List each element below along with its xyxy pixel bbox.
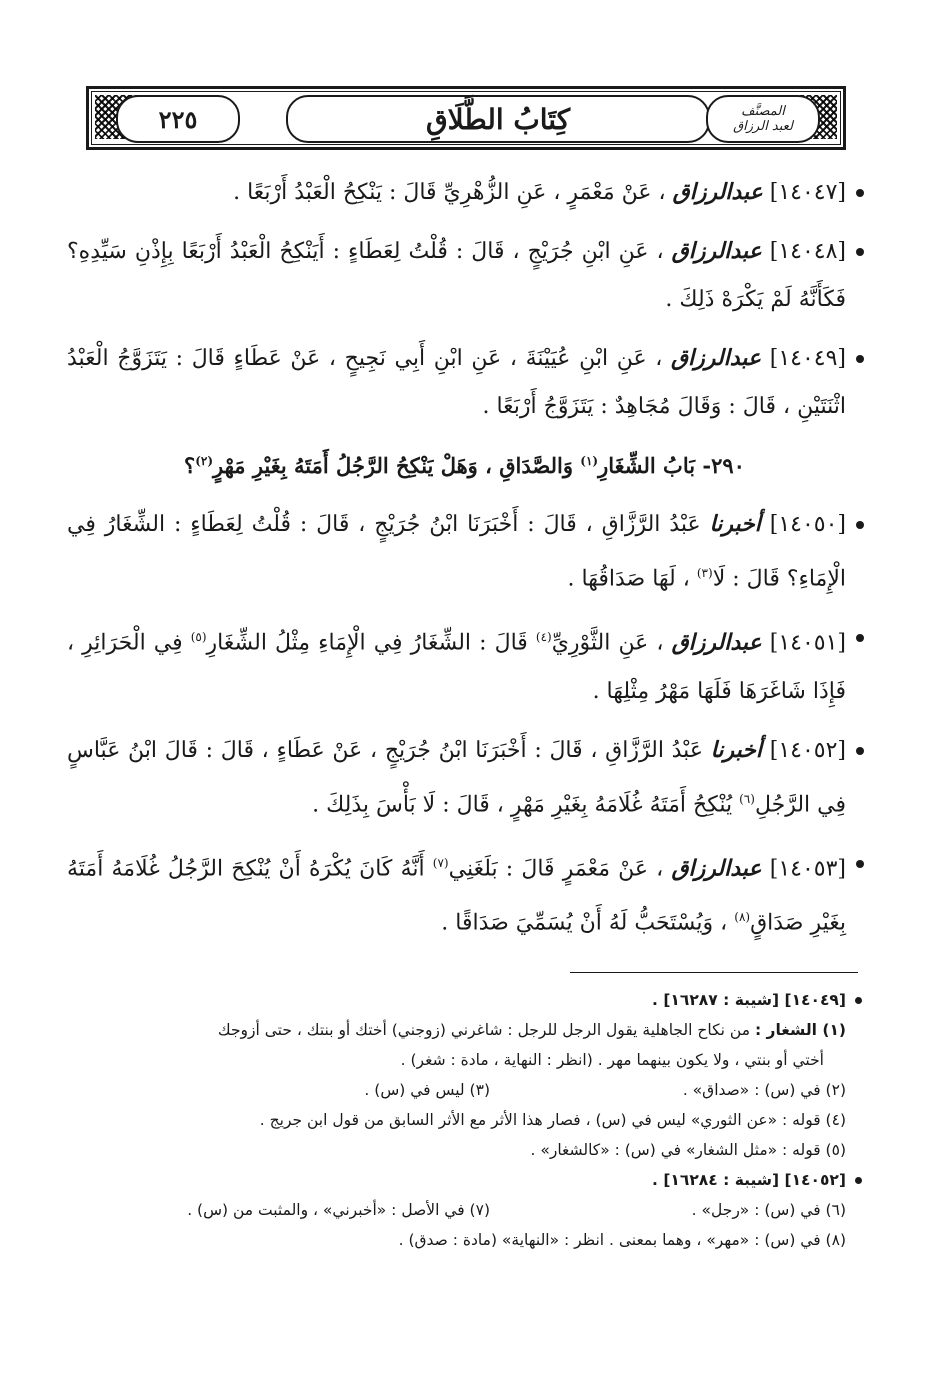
footnote-2: (٢) في (س) : «صداق» . bbox=[682, 1081, 846, 1099]
footnote-4: (٤) قوله : «عن الثوري» ليس في (س) ، فصار هذا الأثر مع الأثر السابق من قول ابن جريج . bbox=[259, 1111, 846, 1129]
narrator: أخبرنا bbox=[710, 736, 762, 763]
bullet-icon bbox=[856, 189, 864, 197]
hadith-number: [١٤٠٥٢] bbox=[769, 737, 846, 763]
hadith-text: ، عَنِ ابْنِ عُيَيْنَةَ ، عَنِ ابْنِ أَبِي نَجِيحٍ ، عَنْ عَطَاءٍ قَالَ : يَتَزَوَّجُ الْعَبْدُ اثْنَتَيْنِ ، قَالَ : وَقَالَ مُجَاهِدٌ : يَتَزَوَّجُ أَرْبَعًا . bbox=[67, 346, 846, 419]
footnote-1 bbox=[72, 1015, 862, 1045]
footnote-reference bbox=[72, 1165, 862, 1195]
footnote-ref: (٦) bbox=[739, 791, 755, 806]
bullet-icon bbox=[856, 521, 864, 529]
main-text bbox=[67, 168, 862, 958]
footnote-ref: (٣) bbox=[696, 566, 713, 580]
page-number: ٢٢٥ bbox=[116, 95, 240, 143]
hadith-14047 bbox=[67, 168, 862, 217]
hadith-text: ، وَيُسْتَحَبُّ لَهُ أَنْ يُسَمِّيَ صَدَاقًا . bbox=[441, 910, 728, 936]
footnote-row bbox=[72, 1195, 862, 1225]
hadith-text: ، لَهَا صَدَاقُهَا . bbox=[567, 566, 690, 592]
footnote-ref: (٥) bbox=[190, 630, 207, 645]
hadith-text: ، عَنْ مَعْمَرٍ ، عَنِ الزُّهْرِيِّ قَالَ : يَنْكِحُ الْعَبْدُ أَرْبَعًا . bbox=[233, 180, 666, 205]
hadith-14048 bbox=[67, 227, 862, 324]
hadith-text: فِي الْحَرَائِرِ ، فَإِذَا شَاغَرَهَا فَلَهَا مَهْرُ مِثْلِهَا . bbox=[67, 630, 846, 704]
hadith-text: أَنَّهُ كَانَ يُكْرَهُ أَنْ يُنْكِحَ الرَّجُلُ غُلَامَهُ أَمَتَهُ بِغَيْرِ صَدَاقٍ bbox=[67, 856, 846, 936]
narrator: عبدالرزاق bbox=[671, 855, 762, 882]
hadith-number: [١٤٠٥٣] bbox=[769, 856, 846, 882]
hadith-number: [١٤٠٤٩] bbox=[769, 346, 846, 371]
footnote-8: (٨) في (س) : «مهر» ، وهما بمعنى . انظر : «النهاية» (مادة : صدق) . bbox=[398, 1231, 846, 1249]
hadith-14051 bbox=[67, 613, 862, 715]
narrator: عبدالرزاق bbox=[671, 629, 762, 656]
narrator: عبدالرزاق bbox=[671, 238, 762, 264]
footnote-text: من نكاح الجاهلية يقول الرجل للرجل : شاغرني (زوجني) أختك أو بنتك ، حتى أزوجك bbox=[217, 1021, 751, 1039]
hadith-text: يُنْكِحُ أَمَتَهُ غُلَامَهُ بِغَيْرِ مَهْرٍ ، قَالَ : لَا بَأْسَ بِذَلِكَ . bbox=[312, 791, 733, 817]
hadith-14053 bbox=[67, 839, 862, 948]
chapter-end: ؟ bbox=[184, 453, 196, 478]
hadith-text: ، عَنْ مَعْمَرٍ قَالَ : بَلَغَنِي bbox=[448, 856, 664, 882]
bullet-icon bbox=[856, 747, 864, 755]
footnote-6: (٦) في (س) : «رجل» . bbox=[691, 1201, 846, 1219]
hadith-text: ، عَنِ ابْنِ جُرَيْجٍ ، قَالَ : قُلْتُ لِعَطَاءٍ : أَيَنْكِحُ الْعَبْدُ أَرْبَعًا بِإِذْنِ سَيِّدِهِ؟ فَكَأَنَّهُ لَمْ يَكْرَهْ ذَلِكَ . bbox=[67, 239, 846, 312]
hadith-text: عَبْدُ الرَّزَّاقِ ، قَالَ : أَخْبَرَنَا ابْنُ جُرَيْجٍ ، قَالَ : قُلْتُ لِعَطَاءٍ : الشِّغَارُ فِي الْإِمَاءِ؟ قَالَ : لَا bbox=[67, 512, 846, 592]
seal-line-1: المصنَّف bbox=[741, 104, 785, 119]
footnote-reference bbox=[72, 985, 862, 1015]
footnote-ref: (٨) bbox=[734, 910, 751, 925]
hadith-number: [١٤٠٤٨] bbox=[769, 239, 847, 264]
footnote-1-continued: أختي أو بنتي ، ولا يكون بينهما مهر . (انظر : النهاية ، مادة : شغر) . bbox=[400, 1051, 824, 1069]
hadith-number: [١٤٠٥١] bbox=[769, 630, 846, 656]
footnote-ref: (٤) bbox=[535, 630, 552, 645]
hadith-text: قَالَ : الشِّغَارُ فِي الْإِمَاءِ مِثْلُ الشِّغَارِ bbox=[206, 630, 528, 656]
page-header bbox=[86, 86, 846, 150]
book-title: كِتَابُ الطَّلَاقِ bbox=[286, 95, 710, 143]
footnote-ref: (٧) bbox=[432, 855, 449, 870]
bullet-icon bbox=[856, 860, 864, 868]
footnote-divider bbox=[570, 972, 858, 973]
hadith-text: عَبْدُ الرَّزَّاقِ ، قَالَ : أَخْبَرَنَا ابْنُ جُرَيْجٍ ، عَنْ عَطَاءٍ ، قَالَ : قَالَ ابْنُ عَبَّاسٍ فِي الرَّجُلِ bbox=[67, 737, 846, 817]
chapter-heading bbox=[67, 441, 862, 486]
chapter-title-a: بَابُ الشِّغَارِ bbox=[598, 453, 696, 478]
book-seal-icon bbox=[706, 95, 820, 143]
chapter-number: ٢٩٠- bbox=[702, 453, 745, 478]
bullet-icon bbox=[856, 634, 864, 642]
footnote-3: (٣) ليس في (س) . bbox=[364, 1081, 490, 1099]
narrator: عبدالرزاق bbox=[670, 345, 762, 371]
reference-text: [١٤٠٥٢] [شيبة : ١٦٢٨٤] . bbox=[652, 1171, 846, 1189]
reference-text: [١٤٠٤٩] [شيبة : ١٦٢٨٧] . bbox=[652, 991, 846, 1009]
hadith-text: ، عَنِ الثَّوْرِيِّ bbox=[551, 630, 664, 656]
hadith-14052 bbox=[67, 726, 862, 829]
bullet-icon bbox=[855, 1177, 862, 1184]
bullet-icon bbox=[856, 248, 864, 256]
chapter-title-b: وَالصَّدَاقِ ، وَهَلْ يَنْكِحُ الرَّجُلُ أَمَتَهُ بِغَيْرِ مَهْرٍ bbox=[213, 453, 573, 478]
hadith-14050 bbox=[67, 500, 862, 603]
footnote-5: (٥) قوله : «مثل الشغار» في (س) : «كالشغار» . bbox=[530, 1141, 846, 1159]
footnote-ref: (٢) bbox=[195, 454, 214, 468]
footnote-7: (٧) في الأصل : «أخبرني» ، والمثبت من (س) . bbox=[187, 1201, 490, 1219]
narrator: أخبرنا bbox=[709, 511, 761, 537]
bullet-icon bbox=[856, 355, 864, 363]
narrator: عبدالرزاق bbox=[672, 179, 763, 205]
footnotes bbox=[72, 985, 862, 1255]
hadith-number: [١٤٠٥٠] bbox=[769, 512, 846, 537]
footnote-row bbox=[72, 1075, 862, 1105]
hadith-number: [١٤٠٤٧] bbox=[769, 180, 846, 205]
footnote-label: (١) الشغار : bbox=[754, 1021, 846, 1039]
footnote-ref: (١) bbox=[580, 454, 599, 468]
hadith-14049 bbox=[67, 334, 862, 431]
bullet-icon bbox=[855, 997, 862, 1004]
seal-line-2: لعبد الرزاق bbox=[733, 119, 793, 134]
